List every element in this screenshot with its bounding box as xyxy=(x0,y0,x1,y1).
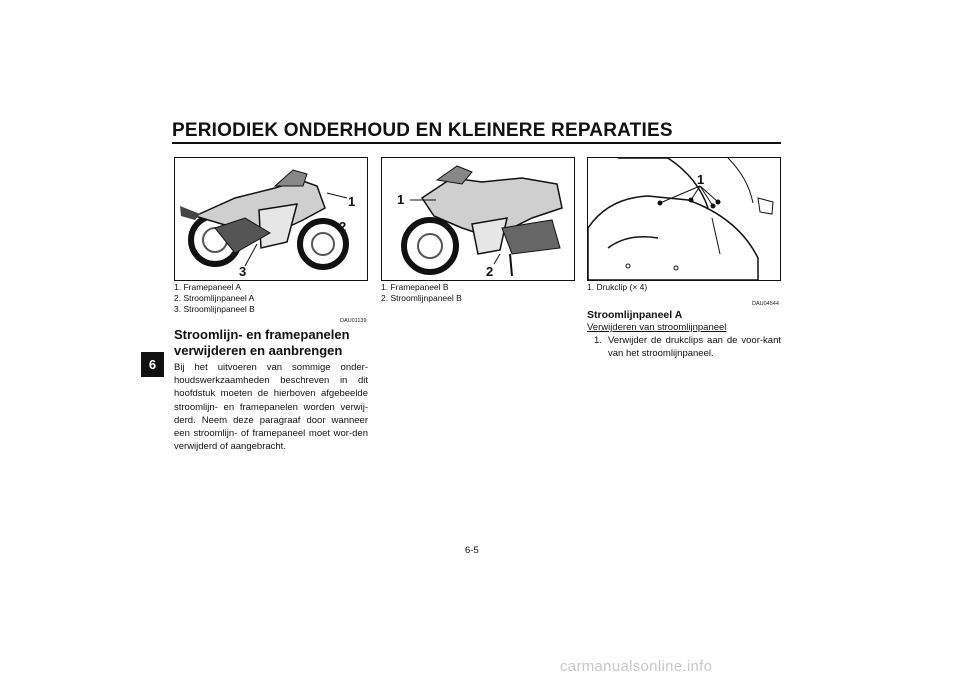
callout-1: 1 xyxy=(397,192,405,207)
section-body: Bij het uitvoeren van sommige onder-houdswerkzaamheden beschreven in dit hoofdstuk moeten de hierboven afgebeelde stroomlijn- en framepanelen worden verwij-derd. Neem deze paragraaf door wanneer een stroomlijn- of framepaneel moet wor-den verwijderd of aangebracht. xyxy=(174,362,368,453)
caption-item: 2. Stroomlijnpaneel B xyxy=(381,293,462,303)
chapter-tab: 6 xyxy=(141,352,164,377)
figure-1-caption xyxy=(174,282,255,315)
callout-2: 2 xyxy=(339,219,347,234)
title-rule xyxy=(172,142,781,144)
figure-motorcycle-right-side xyxy=(174,157,368,281)
callout-1: 1 xyxy=(697,172,705,187)
section-heading: Stroomlijn- en framepanelen verwijderen en aanbrengen xyxy=(174,327,350,358)
caption-item: 2. Stroomlijnpaneel A xyxy=(174,293,255,303)
callout-3: 3 xyxy=(239,264,247,279)
section-code: DAU01139 xyxy=(340,318,367,324)
section-subheading: Verwijderen van stroomlijnpaneel xyxy=(587,322,727,333)
motorcycle-illustration-1 xyxy=(175,158,367,280)
page-title: PERIODIEK ONDERHOUD EN KLEINERE REPARATIES xyxy=(172,120,673,141)
figure-3-caption xyxy=(587,282,647,293)
caption-item: 1. Drukclip (× 4) xyxy=(587,282,648,292)
step-number: 1. xyxy=(594,335,602,346)
callout-1: 1 xyxy=(348,194,356,209)
figure-front-cowl-clips xyxy=(587,157,781,281)
motorcycle-illustration-2 xyxy=(382,158,574,280)
caption-item: 3. Stroomlijnpaneel B xyxy=(174,304,255,314)
watermark: carmanualsonline.info xyxy=(560,658,713,675)
section-heading: Stroomlijnpaneel A xyxy=(587,309,683,321)
figure-motorcycle-left-side xyxy=(381,157,575,281)
step-text: Verwijder de drukclips aan de voor-kant van het stroomlijnpaneel. xyxy=(608,335,781,359)
section-code: DAU04544 xyxy=(752,301,779,307)
caption-item: 1. Framepaneel A xyxy=(174,282,242,292)
figure-2-caption xyxy=(381,282,462,304)
step-item xyxy=(594,335,781,360)
page-number: 6-5 xyxy=(465,545,479,556)
front-cowl-illustration xyxy=(588,158,780,280)
callout-2: 2 xyxy=(486,264,494,279)
caption-item: 1. Framepaneel B xyxy=(381,282,449,292)
